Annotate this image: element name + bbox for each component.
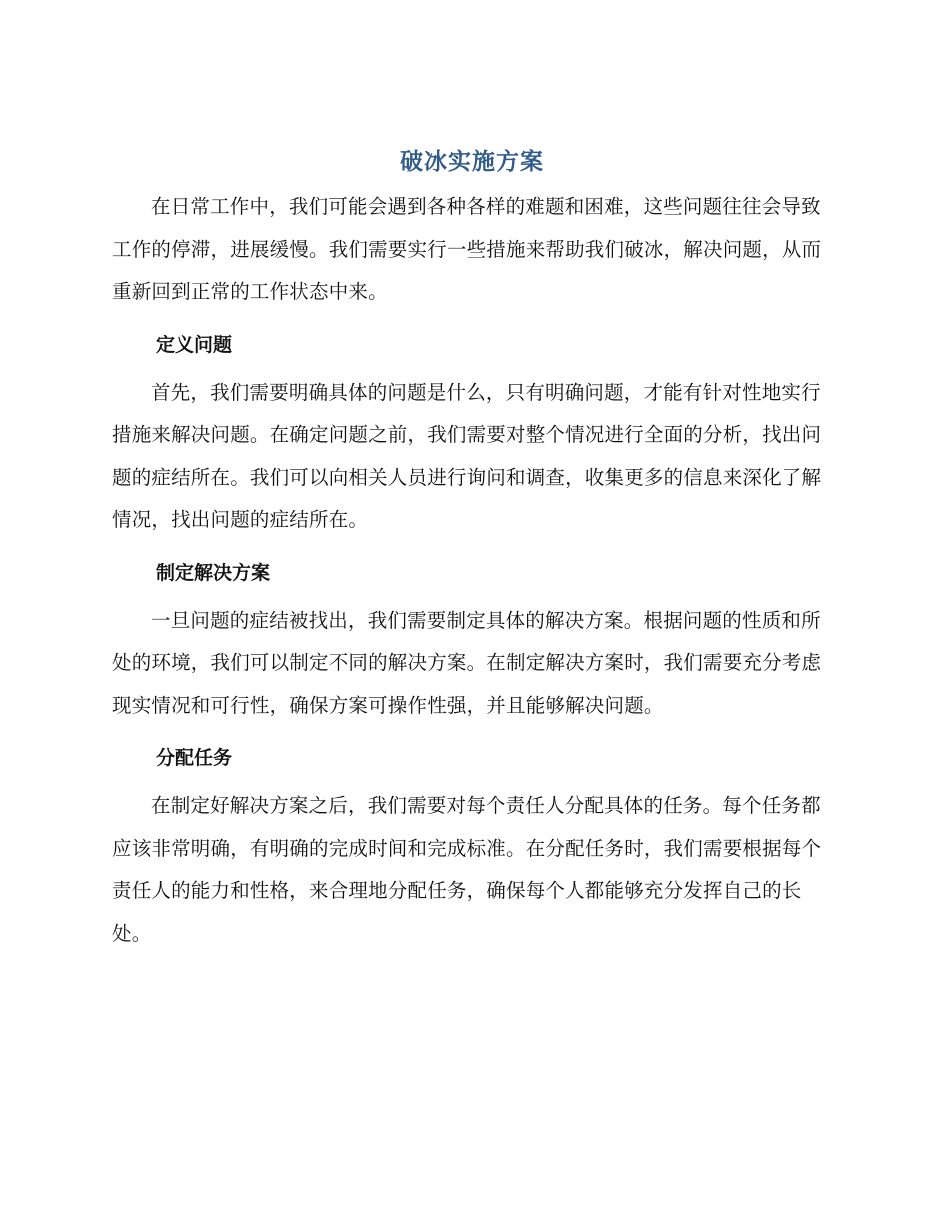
section-heading-define-problem: 定义问题: [156, 333, 233, 356]
section-body-make-solution: 一旦问题的症结被找出，我们需要制定具体的解决方案。根据问题的性质和所处的环境，我们可以制定不同的解决方案。在制定解决方案时，我们需要充分考虑现实情况和可行性，确保方案可操作性强，并且能够解决问题。: [112, 608, 822, 717]
section-heading-assign-tasks: 分配任务: [156, 747, 233, 769]
document-title: 破冰实施方案: [400, 149, 544, 175]
section-body-define-problem: 首先，我们需要明确具体的问题是什么，只有明确问题，才能有针对性地实行措施来解决问题。在确定问题之前，我们需要对整个情况进行全面的分析，找出问题的症结所在。我们可以向相关人员进行询问和调查，收集更多的信息来深化了解情况，找出问题的症结所在。: [112, 380, 822, 531]
section-heading-make-solution: 制定解决方案: [156, 561, 271, 584]
document-content: [112, 142, 832, 955]
section-body-assign-tasks: 在制定好解决方案之后，我们需要对每个责任人分配具体的任务。每个任务都应该非常明确，有明确的完成时间和完成标准。在分配任务时，我们需要根据每个责任人的能力和性格，来合理地分配任务，确保每个人都能够充分发挥自己的长处。: [112, 794, 822, 945]
intro-paragraph: 在日常工作中，我们可能会遇到各种各样的难题和困难，这些问题往往会导致工作的停滞，进展缓慢。我们需要实行一些措施来帮助我们破冰，解决问题，从而重新回到正常的工作状态中来。: [112, 195, 822, 303]
